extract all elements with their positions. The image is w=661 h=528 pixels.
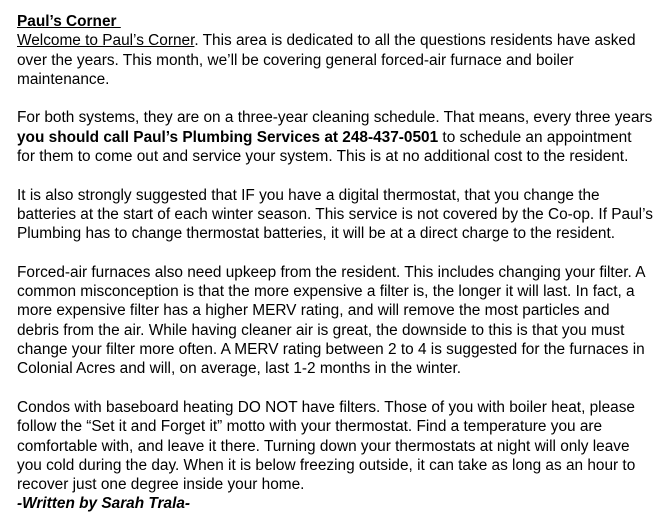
cleaning-schedule-paragraph xyxy=(17,108,653,166)
thermostat-battery-paragraph: It is also strongly suggested that IF you have a digital thermostat, that you change the batteries at the start of each winter season. This service is not covered by the Co-op. If Paul’s Plumbing has to change thermostat batteries, it will be at a direct charge to the resident. xyxy=(17,186,653,243)
cleaning-text-before: For both systems, they are on a three-year cleaning schedule. That means, every three years xyxy=(17,109,653,127)
author-byline: -Written by Sarah Trala- xyxy=(17,495,191,513)
furnace-filter-paragraph: Forced-air furnaces also need upkeep from the resident. This includes changing your filter. A common misconception is that the more expensive a filter is, the longer it will last. In fact, a more expensive filter has a higher MERV rating, and will remove the most particles and debris from the air. While having cleaner air is great, the downside to this is that you must change your filter more often. A MERV rating between 2 to 4 is suggested for the furnaces in Colonial Acres and will, on average, last 1-2 months in the winter. xyxy=(17,263,645,378)
welcome-text: Welcome to Paul’s Corner xyxy=(17,32,195,50)
intro-paragraph xyxy=(17,31,653,89)
article-title: Paul’s Corner xyxy=(17,13,121,30)
cleaning-text-after: to schedule an appointment for them to come out and service your system. This is at no additional cost to the resident. xyxy=(17,128,632,166)
baseboard-heating-paragraph: Condos with baseboard heating DO NOT have filters. Those of you with boiler heat, please follow the “Set it and Forget it” motto with your thermostat. Find a temperature you are comfortable with, and leave it there. Turning down your thermostats at night will only leave you cold during the day. When it is below freezing outside, it can take as long as an hour to recover just one degree inside your home. xyxy=(17,398,636,494)
plumbing-phone-callout: you should call Paul’s Plumbing Services at 248-437-0501 xyxy=(17,128,439,146)
intro-text: . This area is dedicated to all the questions residents have asked over the years. This month, we’ll be covering general forced-air furnace and boiler maintenance. xyxy=(17,32,636,88)
